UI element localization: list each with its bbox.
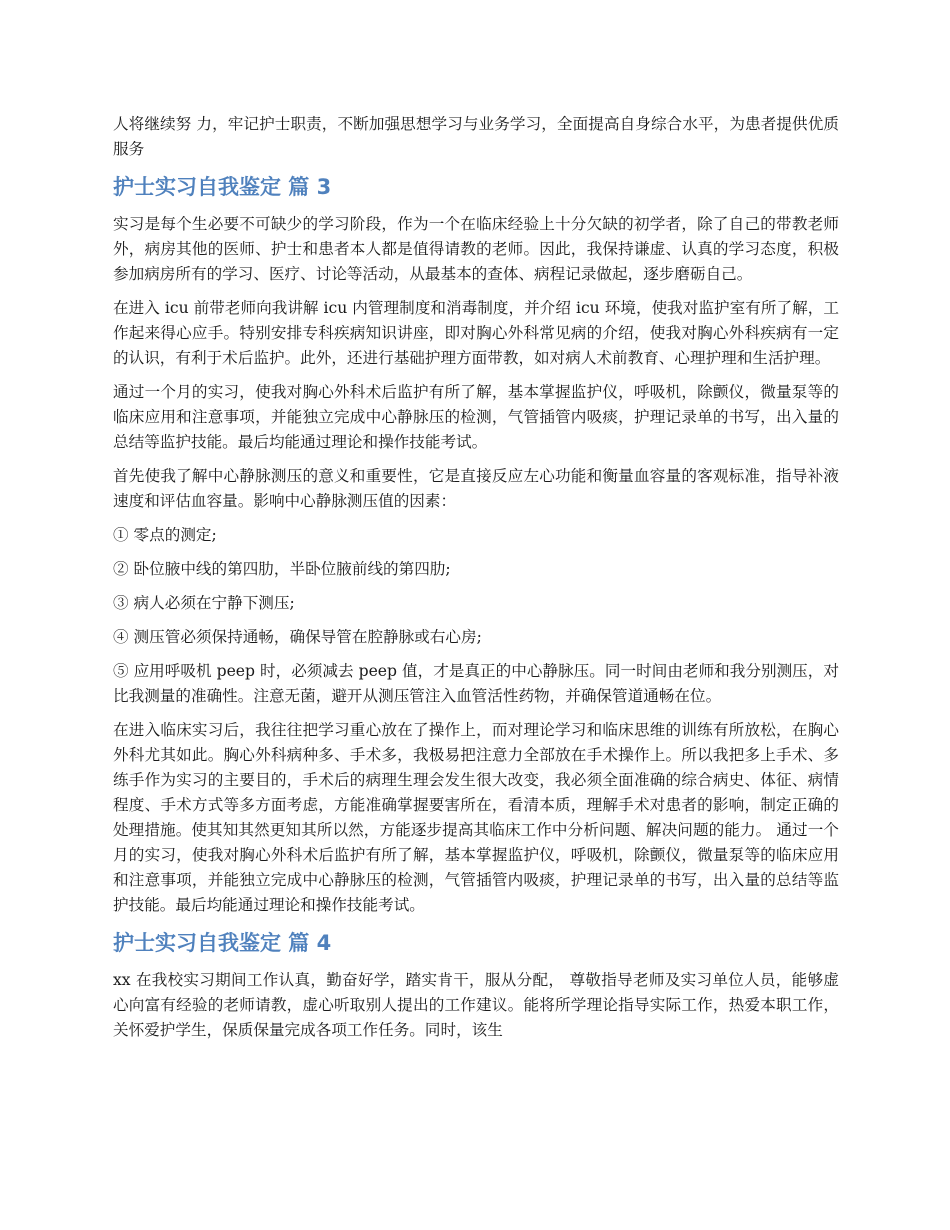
section-heading-3: 护士实习自我鉴定 篇 3 bbox=[113, 175, 332, 199]
list-item-4: ④ 测压管必须保持通畅，确保导管在腔静脉或右心房; bbox=[113, 628, 482, 646]
list-item-1: ① 零点的测定; bbox=[113, 526, 217, 544]
section3-paragraph-3: 通过一个月的实习，使我对胸心外科术后监护有所了解，基本掌握监护仪，呼吸机，除颤仪，微量泵等的临床应用和注意事项，并能独立完成中心静脉压的检测，气管插管内吸痰，护理记录单的书写，出入量的总结等监护技能。最后均能通过理论和操作技能考试。 bbox=[113, 383, 839, 451]
document-page bbox=[113, 112, 839, 1052]
list-item-2: ② 卧位腋中线的第四肋，半卧位腋前线的第四肋; bbox=[113, 560, 451, 578]
section3-paragraph-1: 实习是每个生必要不可缺少的学习阶段，作为一个在临床经验上十分欠缺的初学者，除了自己的带教老师外，病房其他的医师、护士和患者本人都是值得请教的老师。因此，我保持谦虚、认真的学习态度，积极参加病房所有的学习、医疗、讨论等活动，从最基本的查体、病程记录做起，逐步磨砺自己。 bbox=[113, 215, 839, 283]
section3-paragraph-10: 在进入临床实习后，我往往把学习重心放在了操作上，而对理论学习和临床思维的训练有所放松，在胸心外科尤其如此。胸心外科病种多、手术多，我极易把注意力全部放在手术操作上。所以我把多上手术、多练手作为实习的主要目的，手术后的病理生理会发生很大改变，我必须全面准确的综合病史、体征、病情程度、手术方式等多方面考虑，方能准确掌握要害所在，看清本质，理解手术对患者的影响，制定正确的处理措施。使其知其然更知其所以然，方能逐步提高其临床工作中分析问题、解决问题的能力。 通过一个月的实习，使我对胸心外科术后监护有所了解，基本掌握监护仪，呼吸机，除颤仪，微量泵等的临床应用和注意事项，并能独立完成中心静脉压的检测，气管插管内吸痰，护理记录单的书写，出入量的总结等监护技能。最后均能通过理论和操作技能考试。 bbox=[113, 721, 839, 914]
section3-paragraph-2: 在进入 icu 前带老师向我讲解 icu 内管理制度和消毒制度，并介绍 icu 环境，使我对监护室有所了解，工作起来得心应手。特别安排专科疾病知识讲座，即对胸心外科常见病的介绍，使我对胸心外科疾病有一定的认识，有利于术后监护。此外，还进行基础护理方面带教，如对病人术前教育、心理护理和生活护理。 bbox=[113, 299, 839, 367]
list-item-5: ⑤ 应用呼吸机 peep 时，必须减去 peep 值，才是真正的中心静脉压。同一时间由老师和我分别测压，对比我测量的准确性。注意无菌，避开从测压管注入血管活性药物，并确保管道通畅在位。 bbox=[113, 662, 839, 705]
section-heading-4: 护士实习自我鉴定 篇 4 bbox=[113, 931, 332, 955]
intro-paragraph: 人将继续努 力，牢记护士职责，不断加强思想学习与业务学习，全面提高自身综合水平，为患者提供优质服务 bbox=[113, 115, 839, 158]
section3-paragraph-4: 首先使我了解中心静脉测压的意义和重要性，它是直接反应左心功能和衡量血容量的客观标准，指导补液速度和评估血容量。影响中心静脉测压值的因素： bbox=[113, 467, 839, 510]
section4-paragraph-1: xx 在我校实习期间工作认真，勤奋好学，踏实肯干，服从分配， 尊敬指导老师及实习单位人员，能够虚心向富有经验的老师请教，虚心听取别人提出的工作建议。能将所学理论指导实际工作，热爱本职工作，关怀爱护学生，保质保量完成各项工作任务。同时，该生 bbox=[113, 971, 839, 1039]
list-item-3: ③ 病人必须在宁静下测压; bbox=[113, 594, 295, 612]
